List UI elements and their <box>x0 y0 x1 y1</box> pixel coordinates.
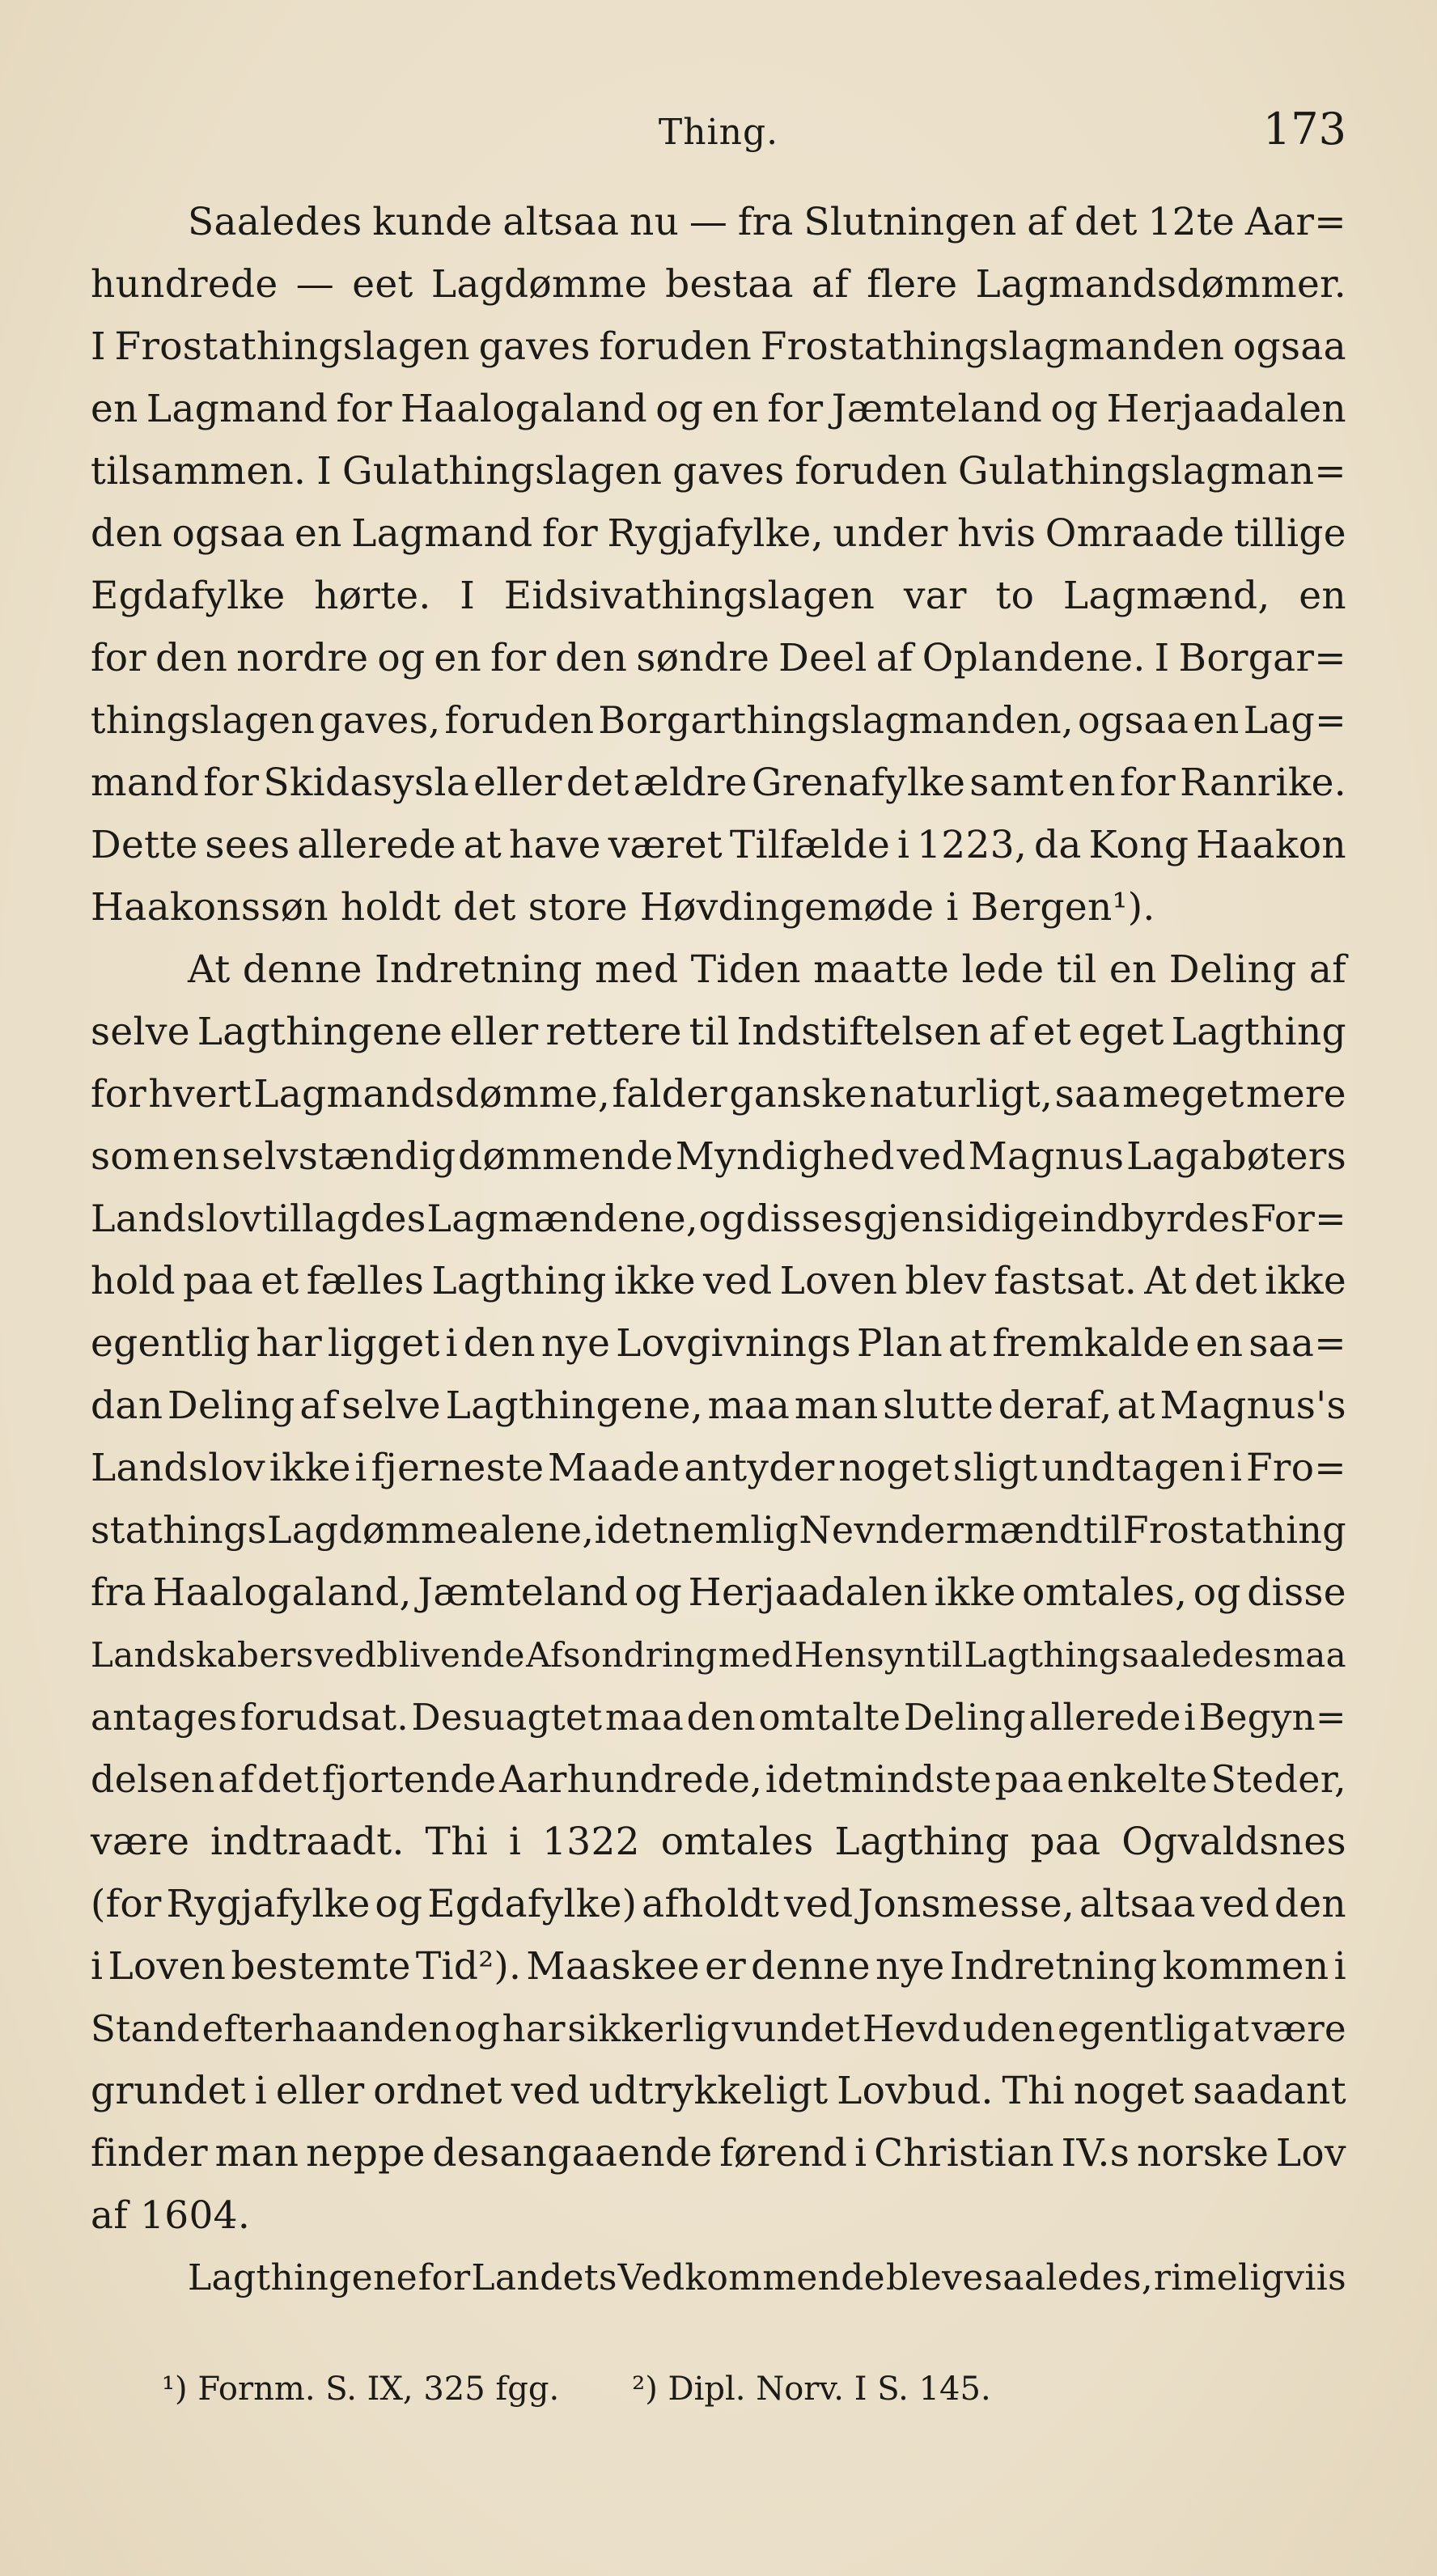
text-line: grundet i eller ordnet ved udtrykkeligt Lovbud. Thi noget saadant <box>91 2069 1346 2113</box>
text-line: hold paa et fælles Lagthing ikke ved Loven blev fastsat. At det ikke <box>91 1259 1346 1303</box>
text-line: egentlig har ligget i den nye Lovgivnings Plan at fremkalde en saa= <box>91 1321 1346 1366</box>
text-line: hundrede — eet Lagdømme bestaa af flere Lagmandsdømmer. <box>91 262 1346 307</box>
text-line: Landslov tillagdes Lagmændene, og disses gjensidige indbyrdes For= <box>91 1197 1346 1240</box>
text-line: i Loven bestemte Tid²). Maaskee er denne nye Indretning kommen i <box>91 1944 1346 1989</box>
text-line: Lagthingene for Landets Vedkommende bleve saaledes, rimeligviis <box>188 2257 1346 2298</box>
text-line: Egdafylke hørte. I Eidsivathingslagen var to Lagmænd, en <box>91 574 1346 618</box>
text-line: antages forudsat. Desuagtet maa den omtalte Deling allerede i Begyn= <box>91 1696 1346 1739</box>
text-line: selve Lagthingene eller rettere til Indstiftelsen af et eget Lagthing <box>91 1010 1346 1054</box>
text-line: dan Deling af selve Lagthingene, maa man slutte deraf, at Magnus's <box>91 1383 1346 1428</box>
text-line: fra Haalogaland, Jæmteland og Herjaadalen ikke omtales, og disse <box>91 1570 1346 1615</box>
text-line: tilsammen. I Gulathingslagen gaves foruden Gulathingslagman= <box>91 449 1346 494</box>
text-line: den ogsaa en Lagmand for Rygjafylke, under hvis Omraade tillige <box>91 511 1346 556</box>
running-head: Thing. <box>658 112 779 153</box>
text-line: delsen af det fjortende Aarhundrede, idetmindste paa enkelte Steder, <box>91 1757 1346 1801</box>
text-line: være indtraadt. Thi i 1322 omtales Lagthing paa Ogvaldsnes <box>91 1820 1346 1864</box>
text-line: stathings Lagdømme alene, idet nemlig Nevndermænd til Frostathing <box>91 1508 1346 1552</box>
text-line: I Frostathingslagen gaves foruden Frostathingslagmanden ogsaa <box>91 324 1346 369</box>
text-line: Saaledes kunde altsaa nu — fra Slutningen af det 12te Aar= <box>188 200 1346 244</box>
text-line: Landslov ikke i fjerneste Maade antyder noget sligt undtagen i Fro= <box>91 1446 1346 1490</box>
text-line: finder man neppe desangaaende førend i Christian IV.s norske Lov <box>91 2131 1346 2176</box>
page-header <box>91 104 1346 168</box>
text-line: for den nordre og en for den søndre Deel af Oplandene. I Borgar= <box>91 636 1346 680</box>
page-number: 173 <box>1262 104 1346 155</box>
body-text <box>91 191 1346 2309</box>
text-line: thingslagen gaves, foruden Borgarthingslagmanden, ogsaa en Lag= <box>91 698 1346 742</box>
text-line: som en selvstændig dømmende Myndighed ved Magnus Lagabøters <box>91 1134 1346 1179</box>
footnotes <box>162 2371 1064 2408</box>
text-line: Haakonssøn holdt det store Høvdingemøde i Bergen¹). <box>91 885 1155 930</box>
text-line: en Lagmand for Haalogaland og en for Jæmteland og Herjaadalen <box>91 387 1346 431</box>
text-line: Stand efterhaanden og har sikkerlig vundet Hevd uden egentlig at være <box>91 2007 1346 2050</box>
footnote: ¹) Fornm. S. IX, 325 fgg. <box>162 2371 560 2408</box>
text-line: At denne Indretning med Tiden maatte lede til en Deling af <box>188 947 1346 992</box>
text-line: Dette sees allerede at have været Tilfælde i 1223, da Kong Haakon <box>91 823 1346 867</box>
text-line: mand for Skidasysla eller det ældre Grenafylke samt en for Ranrike. <box>91 761 1346 805</box>
text-line: af 1604. <box>91 2193 251 2238</box>
text-line: Landskabers vedblivende Afsondring med Hensyn til Lagthing saaledes maa <box>91 1635 1346 1675</box>
text-line: (for Rygjafylke og Egdafylke) afholdt ved Jonsmesse, altsaa ved den <box>91 1882 1346 1926</box>
text-line: for hvert Lagmandsdømme, falder ganske naturligt, saa meget mere <box>91 1072 1346 1116</box>
footnote: ²) Dipl. Norv. I S. 145. <box>632 2371 991 2408</box>
